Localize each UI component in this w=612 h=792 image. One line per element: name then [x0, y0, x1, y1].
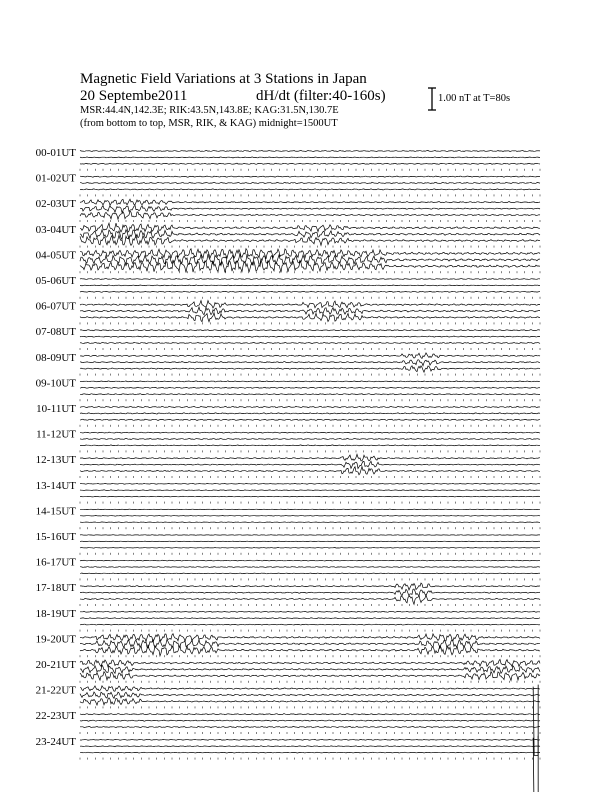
station-trace-rik	[80, 692, 540, 698]
station-trace-kag	[80, 560, 540, 561]
station-trace-kag	[80, 483, 540, 484]
station-trace-msr	[80, 342, 540, 343]
station-trace-msr	[80, 366, 540, 372]
station-trace-msr	[80, 235, 540, 245]
row-label: 16-17UT	[35, 556, 76, 569]
station-trace-kag	[80, 686, 540, 691]
minute-ticks	[80, 271, 540, 273]
minute-ticks	[80, 374, 540, 376]
station-trace-kag	[80, 381, 540, 382]
station-trace-msr	[80, 291, 540, 292]
station-trace-msr	[80, 496, 540, 497]
chart-date: 20 Septembe2011	[80, 88, 188, 104]
station-trace-kag	[80, 223, 540, 232]
station-trace-rik	[80, 182, 540, 183]
station-trace-kag	[80, 353, 540, 359]
station-trace-msr	[80, 726, 540, 727]
station-trace-msr	[80, 313, 540, 322]
row-label: 03-04UT	[35, 223, 76, 236]
minute-ticks	[80, 630, 540, 632]
chart-title: Magnetic Field Variations at 3 Stations in Japan	[80, 71, 367, 87]
station-trace-kag	[80, 454, 540, 461]
minute-ticks	[80, 758, 540, 760]
row-label: 22-23UT	[35, 710, 76, 723]
station-trace-rik	[80, 746, 540, 747]
station-trace-rik	[80, 285, 540, 286]
row-label-group	[36, 147, 77, 748]
station-trace-rik	[80, 360, 540, 366]
station-trace-rik	[80, 205, 540, 212]
station-trace-kag	[80, 176, 540, 177]
row-label: 11-12UT	[36, 428, 76, 441]
station-trace-msr	[80, 522, 540, 523]
station-trace-kag	[80, 714, 540, 715]
minute-ticks	[80, 220, 540, 222]
row-label: 19-20UT	[35, 633, 76, 646]
minute-ticks	[80, 706, 540, 708]
minute-ticks	[80, 399, 540, 401]
station-trace-rik	[80, 438, 540, 439]
station-trace-msr	[80, 548, 540, 549]
station-trace-msr	[80, 394, 540, 395]
row-label: 04-05UT	[35, 249, 76, 262]
row-label: 23-24UT	[35, 735, 76, 748]
stations-line: MSR:44.4N,142.3E; RIK:43.5N,143.8E; KAG:31.5N,130.7E	[80, 105, 339, 116]
station-trace-kag	[80, 406, 540, 407]
row-label: 18-19UT	[35, 607, 76, 620]
minute-ticks	[80, 450, 540, 452]
row-label: 20-21UT	[35, 659, 76, 671]
station-trace-msr	[80, 698, 540, 705]
station-trace-msr	[80, 672, 540, 681]
station-trace-kag	[80, 739, 540, 740]
row-label: 13-14UT	[35, 479, 76, 492]
station-trace-kag	[80, 279, 540, 280]
station-trace-rik	[80, 490, 540, 491]
row-label: 01-02UT	[35, 172, 76, 185]
station-trace-rik	[80, 387, 540, 388]
minute-ticks	[80, 604, 540, 606]
station-trace-msr	[80, 445, 540, 446]
station-trace-kag	[80, 611, 540, 612]
order-line: (from bottom to top, MSR, RIK, & KAG) midnight=1500UT	[80, 118, 338, 129]
row-label: 06-07UT	[35, 300, 76, 313]
minute-ticks	[80, 655, 540, 657]
station-trace-rik	[80, 589, 540, 596]
station-trace-msr	[80, 163, 540, 164]
station-trace-msr	[80, 573, 540, 574]
row-label: 17-18UT	[35, 582, 76, 595]
chart-quantity: dH/dt (filter:40-160s)	[256, 88, 386, 104]
trace-group	[80, 150, 540, 792]
minute-ticks	[80, 681, 540, 683]
station-trace-msr	[80, 467, 540, 475]
row-label: 09-10UT	[35, 377, 76, 390]
station-trace-msr	[80, 752, 540, 753]
minute-ticks	[80, 194, 540, 196]
minute-ticks	[80, 476, 540, 478]
minute-ticks	[80, 297, 540, 299]
station-trace-msr	[80, 419, 540, 420]
minute-ticks	[80, 553, 540, 555]
minute-ticks	[80, 425, 540, 427]
station-trace-rik	[80, 253, 540, 265]
minute-ticks	[80, 578, 540, 580]
minute-ticks	[80, 348, 540, 350]
minute-ticks	[80, 169, 540, 171]
station-trace-kag	[80, 535, 540, 536]
station-trace-rik	[80, 336, 540, 337]
station-trace-kag	[80, 659, 540, 667]
row-label: 10-11UT	[36, 403, 76, 415]
station-trace-rik	[80, 230, 540, 240]
station-trace-msr	[80, 189, 540, 190]
row-label: 07-08UT	[35, 326, 76, 339]
row-label: 12-13UT	[35, 454, 76, 467]
station-trace-kag	[80, 199, 540, 205]
station-trace-rik	[80, 413, 540, 414]
station-trace-msr	[80, 211, 540, 219]
row-label: 02-03UT	[35, 198, 76, 211]
station-trace-kag	[80, 509, 540, 510]
station-trace-rik	[80, 516, 540, 517]
scale-bar	[428, 88, 436, 110]
row-label: 21-22UT	[35, 684, 76, 697]
row-label: 14-15UT	[35, 505, 76, 518]
station-trace-rik	[80, 665, 540, 673]
minute-ticks	[80, 527, 540, 529]
station-trace-rik	[80, 720, 540, 721]
station-trace-msr	[80, 595, 540, 604]
station-trace-kag	[80, 432, 540, 433]
minute-ticks	[80, 322, 540, 324]
station-trace-rik	[80, 461, 540, 468]
station-trace-rik	[80, 541, 540, 542]
station-trace-msr	[80, 624, 540, 625]
row-label: 08-09UT	[35, 351, 76, 364]
station-trace-kag	[80, 634, 540, 642]
station-trace-rik	[80, 307, 540, 315]
row-label: 15-16UT	[35, 531, 76, 543]
row-label: 00-01UT	[35, 147, 76, 159]
minute-ticks	[80, 246, 540, 248]
station-trace-kag	[80, 583, 540, 590]
scale-bar-label: 1.00 nT at T=80s	[438, 93, 511, 104]
minute-ticks	[80, 502, 540, 504]
station-trace-rik	[80, 567, 540, 568]
station-trace-kag	[80, 150, 540, 151]
station-trace-rik	[80, 157, 540, 158]
station-trace-rik	[80, 618, 540, 619]
station-trace-kag	[80, 301, 540, 309]
station-trace-kag	[80, 330, 540, 331]
minute-ticks	[80, 732, 540, 734]
row-label: 05-06UT	[35, 275, 76, 287]
